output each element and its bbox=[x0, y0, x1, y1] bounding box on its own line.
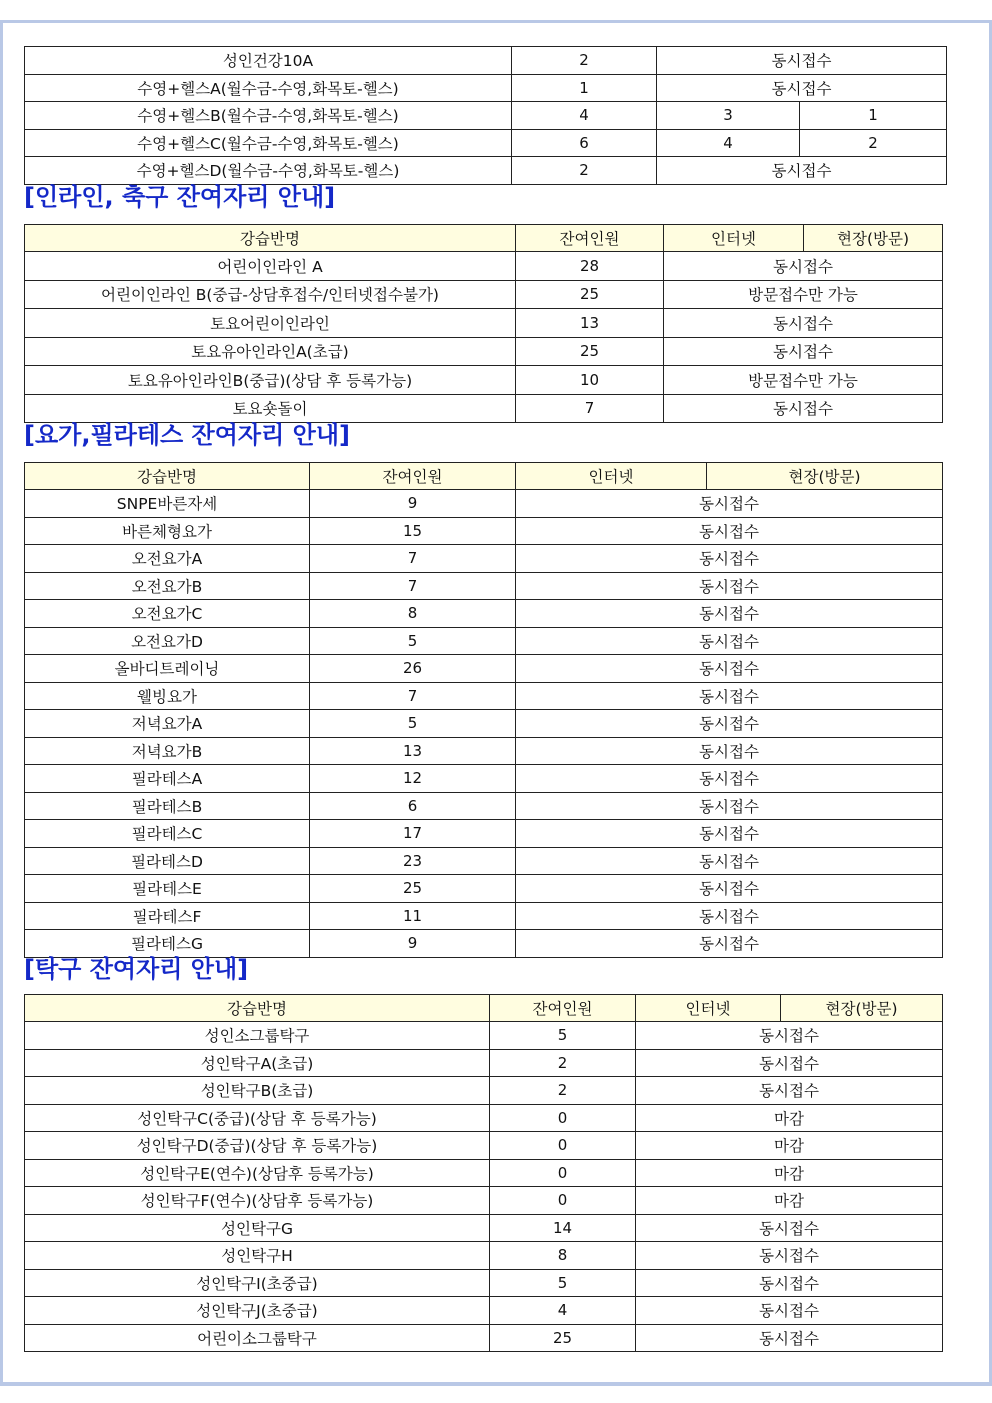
status-cell: 동시접수 bbox=[516, 545, 943, 573]
class-name-cell: 필라테스C bbox=[25, 820, 310, 848]
remaining-cell: 13 bbox=[516, 309, 664, 338]
table-row bbox=[25, 1159, 943, 1187]
class-name-cell: SNPE바른자세 bbox=[25, 490, 310, 518]
table-row bbox=[25, 1324, 943, 1352]
class-name-cell: 필라테스B bbox=[25, 792, 310, 820]
remaining-cell: 0 bbox=[490, 1187, 636, 1215]
table-tennis-table bbox=[24, 994, 943, 1352]
class-name-cell: 필라테스G bbox=[25, 930, 310, 958]
status-cell: 동시접수 bbox=[636, 1269, 943, 1297]
remaining-cell: 25 bbox=[516, 337, 664, 366]
status-cell: 동시접수 bbox=[516, 820, 943, 848]
class-name-cell: 필라테스E bbox=[25, 875, 310, 903]
remaining-cell: 2 bbox=[512, 47, 657, 75]
status-cell: 동시접수 bbox=[516, 655, 943, 683]
header-class-name: 강습반명 bbox=[25, 463, 310, 490]
remaining-cell: 5 bbox=[490, 1022, 636, 1050]
class-name-cell: 어린이인라인 A bbox=[25, 252, 516, 281]
class-name-cell: 오전요가B bbox=[25, 572, 310, 600]
table-row bbox=[25, 545, 943, 573]
table-row bbox=[25, 1104, 943, 1132]
table-tennis-heading: [탁구 잔여자리 안내] bbox=[24, 955, 249, 983]
table-row bbox=[25, 710, 943, 738]
table-row bbox=[25, 655, 943, 683]
table-row bbox=[25, 682, 943, 710]
class-name-cell: 바른체형요가 bbox=[25, 517, 310, 545]
remaining-cell: 7 bbox=[310, 682, 516, 710]
remaining-cell: 1 bbox=[512, 74, 657, 102]
table-row bbox=[25, 1242, 943, 1270]
remaining-cell: 0 bbox=[490, 1132, 636, 1160]
remaining-cell: 7 bbox=[310, 545, 516, 573]
header-onsite: 현장(방문) bbox=[804, 225, 943, 252]
remaining-cell: 8 bbox=[490, 1242, 636, 1270]
status-cell: 동시접수 bbox=[636, 1324, 943, 1352]
class-name-cell: 성인탁구E(연수)(상담후 등록가능) bbox=[25, 1159, 490, 1187]
table-row bbox=[25, 572, 943, 600]
remaining-cell: 17 bbox=[310, 820, 516, 848]
class-name-cell: 성인탁구J(초중급) bbox=[25, 1297, 490, 1325]
status-cell: 동시접수 bbox=[516, 517, 943, 545]
table-row bbox=[25, 280, 943, 309]
table-row bbox=[25, 1132, 943, 1160]
remaining-cell: 2 bbox=[512, 157, 657, 185]
class-name-cell: 필라테스F bbox=[25, 902, 310, 930]
header-remaining: 잔여인원 bbox=[516, 225, 664, 252]
class-name-cell: 필라테스D bbox=[25, 847, 310, 875]
table-row bbox=[25, 820, 943, 848]
page-top-border bbox=[0, 0, 992, 23]
remaining-cell: 14 bbox=[490, 1214, 636, 1242]
class-name-cell: 어린이인라인 B(중급-상담후접수/인터넷접수불가) bbox=[25, 280, 516, 309]
class-name-cell: 토요어린이인라인 bbox=[25, 309, 516, 338]
remaining-cell: 23 bbox=[310, 847, 516, 875]
table-row bbox=[25, 627, 943, 655]
status-cell: 동시접수 bbox=[664, 337, 943, 366]
status-cell: 동시접수 bbox=[516, 875, 943, 903]
remaining-cell: 28 bbox=[516, 252, 664, 281]
remaining-cell: 9 bbox=[310, 490, 516, 518]
status-cell: 동시접수 bbox=[636, 1022, 943, 1050]
yoga-pilates-heading: [요가,필라테스 잔여자리 안내] bbox=[24, 421, 350, 449]
table-row bbox=[25, 737, 943, 765]
table-row bbox=[25, 490, 943, 518]
status-cell: 동시접수 bbox=[516, 627, 943, 655]
remaining-cell: 5 bbox=[490, 1269, 636, 1297]
status-cell: 동시접수 bbox=[657, 74, 947, 102]
status-cell: 마감 bbox=[636, 1159, 943, 1187]
header-internet: 인터넷 bbox=[636, 995, 781, 1022]
status-cell: 동시접수 bbox=[516, 765, 943, 793]
remaining-cell: 6 bbox=[310, 792, 516, 820]
class-name-cell: 토요유아인라인A(초급) bbox=[25, 337, 516, 366]
class-name-cell: 어린이소그룹탁구 bbox=[25, 1324, 490, 1352]
class-name-cell: 성인건강10A bbox=[25, 47, 512, 75]
status-cell: 동시접수 bbox=[516, 737, 943, 765]
inline-soccer-table bbox=[24, 224, 943, 423]
class-name-cell: 필라테스A bbox=[25, 765, 310, 793]
status-cell: 동시접수 bbox=[636, 1297, 943, 1325]
remaining-cell: 25 bbox=[490, 1324, 636, 1352]
remaining-cell: 0 bbox=[490, 1159, 636, 1187]
table-row bbox=[25, 74, 947, 102]
class-name-cell: 오전요가C bbox=[25, 600, 310, 628]
status-cell: 동시접수 bbox=[516, 847, 943, 875]
onsite-cell: 1 bbox=[800, 102, 947, 130]
status-cell: 동시접수 bbox=[516, 792, 943, 820]
remaining-cell: 7 bbox=[310, 572, 516, 600]
internet-cell: 4 bbox=[657, 129, 800, 157]
internet-cell: 3 bbox=[657, 102, 800, 130]
swim-table bbox=[24, 46, 947, 185]
header-onsite: 현장(방문) bbox=[707, 463, 943, 490]
class-name-cell: 성인탁구B(초급) bbox=[25, 1077, 490, 1105]
status-cell: 동시접수 bbox=[664, 309, 943, 338]
status-cell: 동시접수 bbox=[664, 394, 943, 423]
table-row bbox=[25, 309, 943, 338]
status-cell: 동시접수 bbox=[516, 490, 943, 518]
class-name-cell: 토요유아인라인B(중급)(상담 후 등록가능) bbox=[25, 366, 516, 395]
remaining-cell: 6 bbox=[512, 129, 657, 157]
class-name-cell: 성인탁구C(중급)(상담 후 등록가능) bbox=[25, 1104, 490, 1132]
class-name-cell: 성인소그룹탁구 bbox=[25, 1022, 490, 1050]
header-internet: 인터넷 bbox=[516, 463, 707, 490]
remaining-cell: 4 bbox=[490, 1297, 636, 1325]
table-row bbox=[25, 1214, 943, 1242]
table-row bbox=[25, 847, 943, 875]
table-row bbox=[25, 394, 943, 423]
header-remaining: 잔여인원 bbox=[490, 995, 636, 1022]
table-row bbox=[25, 600, 943, 628]
class-name-cell: 성인탁구F(연수)(상담후 등록가능) bbox=[25, 1187, 490, 1215]
status-cell: 마감 bbox=[636, 1104, 943, 1132]
class-name-cell: 성인탁구H bbox=[25, 1242, 490, 1270]
table-row bbox=[25, 252, 943, 281]
remaining-cell: 12 bbox=[310, 765, 516, 793]
status-cell: 동시접수 bbox=[636, 1214, 943, 1242]
remaining-cell: 25 bbox=[516, 280, 664, 309]
header-remaining: 잔여인원 bbox=[310, 463, 516, 490]
page-left-border bbox=[0, 20, 3, 1385]
class-name-cell: 올바디트레이닝 bbox=[25, 655, 310, 683]
table-row bbox=[25, 1269, 943, 1297]
class-name-cell: 성인탁구I(초중급) bbox=[25, 1269, 490, 1297]
remaining-cell: 5 bbox=[310, 627, 516, 655]
status-cell: 동시접수 bbox=[516, 930, 943, 958]
remaining-cell: 25 bbox=[310, 875, 516, 903]
remaining-cell: 9 bbox=[310, 930, 516, 958]
status-cell: 마감 bbox=[636, 1187, 943, 1215]
remaining-cell: 0 bbox=[490, 1104, 636, 1132]
table-row bbox=[25, 930, 943, 958]
table-row bbox=[25, 1077, 943, 1105]
class-name-cell: 성인탁구G bbox=[25, 1214, 490, 1242]
remaining-cell: 15 bbox=[310, 517, 516, 545]
status-cell: 동시접수 bbox=[516, 572, 943, 600]
status-cell: 동시접수 bbox=[664, 252, 943, 281]
class-name-cell: 토요숏돌이 bbox=[25, 394, 516, 423]
table-row bbox=[25, 517, 943, 545]
status-cell: 마감 bbox=[636, 1132, 943, 1160]
table-row bbox=[25, 102, 947, 130]
remaining-cell: 8 bbox=[310, 600, 516, 628]
status-cell: 동시접수 bbox=[636, 1077, 943, 1105]
remaining-cell: 11 bbox=[310, 902, 516, 930]
status-cell: 동시접수 bbox=[516, 902, 943, 930]
header-class-name: 강습반명 bbox=[25, 225, 516, 252]
page-bottom-border bbox=[0, 1382, 992, 1386]
table-row bbox=[25, 129, 947, 157]
status-cell: 방문접수만 가능 bbox=[664, 366, 943, 395]
yoga-pilates-table bbox=[24, 462, 943, 958]
status-cell: 동시접수 bbox=[636, 1049, 943, 1077]
table-row bbox=[25, 765, 943, 793]
class-name-cell: 성인탁구D(중급)(상담 후 등록가능) bbox=[25, 1132, 490, 1160]
table-row bbox=[25, 792, 943, 820]
class-name-cell: 저녁요가B bbox=[25, 737, 310, 765]
table-row bbox=[25, 1049, 943, 1077]
class-name-cell: 웰빙요가 bbox=[25, 682, 310, 710]
header-internet: 인터넷 bbox=[664, 225, 804, 252]
class-name-cell: 수영+헬스C(월수금-수영,화목토-헬스) bbox=[25, 129, 512, 157]
class-name-cell: 저녁요가A bbox=[25, 710, 310, 738]
class-name-cell: 수영+헬스A(월수금-수영,화목토-헬스) bbox=[25, 74, 512, 102]
table-row bbox=[25, 47, 947, 75]
table-row bbox=[25, 902, 943, 930]
header-class-name: 강습반명 bbox=[25, 995, 490, 1022]
status-cell: 방문접수만 가능 bbox=[664, 280, 943, 309]
class-name-cell: 성인탁구A(초급) bbox=[25, 1049, 490, 1077]
remaining-cell: 26 bbox=[310, 655, 516, 683]
table-row bbox=[25, 157, 947, 185]
table-row bbox=[25, 1297, 943, 1325]
inline-soccer-heading: [인라인, 축구 잔여자리 안내] bbox=[24, 183, 336, 211]
status-cell: 동시접수 bbox=[657, 157, 947, 185]
status-cell: 동시접수 bbox=[516, 710, 943, 738]
status-cell: 동시접수 bbox=[657, 47, 947, 75]
table-row bbox=[25, 1022, 943, 1050]
remaining-cell: 4 bbox=[512, 102, 657, 130]
status-cell: 동시접수 bbox=[516, 600, 943, 628]
remaining-cell: 5 bbox=[310, 710, 516, 738]
table-row bbox=[25, 366, 943, 395]
table-row bbox=[25, 337, 943, 366]
table-row bbox=[25, 875, 943, 903]
remaining-cell: 2 bbox=[490, 1077, 636, 1105]
remaining-cell: 13 bbox=[310, 737, 516, 765]
class-name-cell: 오전요가A bbox=[25, 545, 310, 573]
status-cell: 동시접수 bbox=[516, 682, 943, 710]
onsite-cell: 2 bbox=[800, 129, 947, 157]
remaining-cell: 7 bbox=[516, 394, 664, 423]
remaining-cell: 10 bbox=[516, 366, 664, 395]
table-row bbox=[25, 1187, 943, 1215]
header-onsite: 현장(방문) bbox=[781, 995, 943, 1022]
class-name-cell: 수영+헬스B(월수금-수영,화목토-헬스) bbox=[25, 102, 512, 130]
remaining-cell: 2 bbox=[490, 1049, 636, 1077]
status-cell: 동시접수 bbox=[636, 1242, 943, 1270]
class-name-cell: 수영+헬스D(월수금-수영,화목토-헬스) bbox=[25, 157, 512, 185]
class-name-cell: 오전요가D bbox=[25, 627, 310, 655]
